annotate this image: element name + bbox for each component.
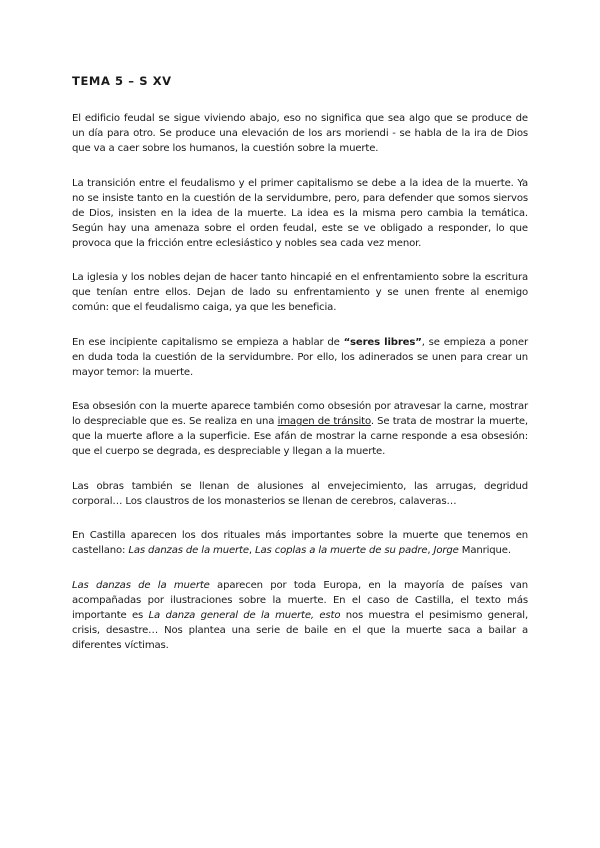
paragraph-6: Las obras también se llenan de alusiones al envejecimiento, las arrugas, degridud corporal… Los claustros de los monasterios se llenan de cerebros, calaveras… bbox=[72, 480, 528, 507]
paragraph-7-text-a: En Castilla aparecen los dos rituales más importantes sobre la muerte que tenemos en castellano: bbox=[72, 530, 528, 556]
seres-libres-term: “seres libres” bbox=[343, 336, 422, 348]
paragraph-8-text-b: aparecen por toda Europa, en la mayoría de países van acompañadas por ilustraciones sobre la muerte. En el caso de Castilla, el texto más importante es bbox=[72, 579, 528, 621]
danzas-title-2: Las danzas de la muerte bbox=[72, 579, 210, 591]
paragraph-5-text-a: Esa obsesión con la muerte aparece también como obsesión por atravesar la carne, mostrar lo despreciable que es. Se realiza en una bbox=[72, 401, 528, 427]
paragraph-8-text-d: , esto bbox=[310, 609, 341, 621]
page-title: TEMA 5 – S XV bbox=[72, 74, 172, 88]
paragraph-7-sep-2: , bbox=[427, 545, 434, 556]
danzas-title: Las danzas de la muerte bbox=[128, 545, 249, 556]
paragraph-8-text-e: nos muestra el pesimismo general, crisis, desastre… Nos plantea una serie de baile en el que la muerte saca a bailar a diferentes víctimas. bbox=[72, 609, 528, 651]
paragraph-7 bbox=[72, 528, 528, 558]
danza-general-title: La danza general de la muerte bbox=[148, 609, 311, 621]
author-last-name: Manrique. bbox=[458, 545, 511, 556]
paragraph-7-sep-1: , bbox=[248, 545, 256, 556]
paragraph-1: El edificio feudal se sigue viviendo abajo, eso no significa que sea algo que se produce de un día para otro. Se produce una elevación de los ars moriendi - se habla de la ira de Dios que va a caer sobre los humanos, la cuestión sobre la muerte. bbox=[72, 113, 528, 154]
paragraph-4 bbox=[72, 335, 528, 380]
imagen-de-transito-term: imagen de tránsito bbox=[277, 416, 371, 427]
paragraph-5 bbox=[72, 399, 528, 459]
paragraph-3: La iglesia y los nobles dejan de hacer tanto hincapié en el enfrentamiento sobre la escritura que tenían entre ellos. Dejan de lado su enfrentamiento y se unen frente al enemigo común: que el feudalismo caiga, ya que les beneficia. bbox=[72, 272, 528, 313]
coplas-title: Las coplas a la muerte de su padre bbox=[255, 545, 428, 556]
paragraph-8 bbox=[72, 578, 528, 653]
paragraph-2: La transición entre el feudalismo y el primer capitalismo se debe a la idea de la muerte. Ya no se insiste tanto en la cuestión de la servidumbre, pero, para defender que somos siervos de Dios, insisten en la idea de la muerte. La idea es la misma pero cambia la temática. Según hay una amenaza sobre el orden feudal, este se ve obligado a responder, lo que provoca que la fricción entre eclesiástico y nobles sea cada vez menor. bbox=[72, 177, 528, 249]
author-first-name: Jorge bbox=[433, 545, 459, 556]
paragraph-5-text-c: . Se trata de mostrar la muerte, que la muerte aflore a la superficie. Ese afán de mostrar la carne responde a esa obsesión: que el cuerpo se degrada, es despreciable y llegan a la muerte. bbox=[72, 416, 528, 457]
paragraph-4-text-a: En ese incipiente capitalismo se empieza a hablar de bbox=[72, 336, 344, 348]
paragraph-4-text-c: , se empieza a poner en duda toda la cuestión de la servidumbre. Por ello, los adinerados se unen para crear un mayor temor: la muerte. bbox=[72, 336, 528, 378]
